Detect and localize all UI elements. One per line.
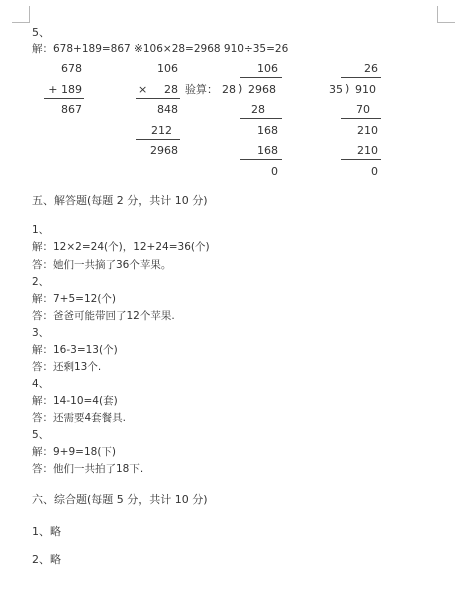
division1-final-remainder: 0 bbox=[271, 165, 278, 178]
crop-mark-right-vertical bbox=[437, 6, 438, 22]
addition-rule bbox=[44, 98, 84, 99]
multiplication-partial-1: 848 bbox=[157, 103, 178, 116]
section5-item5-answer: 答：他们一共拍了18下. bbox=[32, 463, 144, 475]
division2-divisor: 35 bbox=[329, 83, 343, 96]
division2-subtract-2: 210 bbox=[357, 144, 378, 157]
multiplication-operand-a: 106 bbox=[157, 62, 178, 75]
section5-item4-answer: 答：还需要4套餐具. bbox=[32, 412, 127, 424]
section5-title: 五、解答题(每题 2 分，共计 10 分) bbox=[32, 194, 208, 207]
section5-item4-solution: 解：14-10=4(套) bbox=[32, 395, 118, 407]
section5-item3-answer: 答：还剩13个. bbox=[32, 361, 102, 373]
addition-sum: 867 bbox=[61, 103, 82, 116]
division2-rule-2 bbox=[341, 159, 381, 160]
division1-rule-1 bbox=[240, 118, 282, 119]
division2-remainder-1: 210 bbox=[357, 124, 378, 137]
section5-item2-answer: 答：爸爸可能带回了12个苹果. bbox=[32, 310, 175, 322]
addition-operand-a: 678 bbox=[61, 62, 82, 75]
multiplication-rule-1 bbox=[136, 98, 180, 99]
division1-bracket: ) bbox=[238, 82, 243, 95]
division1-dividend: 2968 bbox=[248, 83, 276, 96]
multiplication-result: 2968 bbox=[150, 144, 178, 157]
division1-rule-2 bbox=[240, 159, 282, 160]
division1-top-rule bbox=[240, 77, 282, 78]
section5-item5-solution: 解：9+9=18(下) bbox=[32, 446, 117, 458]
division1-remainder-1: 168 bbox=[257, 124, 278, 137]
section6-item1: 1、略 bbox=[32, 525, 61, 538]
crop-mark-right-horizontal bbox=[437, 22, 455, 23]
section5-item3-number: 3、 bbox=[32, 327, 50, 339]
section6-title: 六、综合题(每题 5 分，共计 10 分) bbox=[32, 493, 208, 506]
division1-subtract-1: 28 bbox=[251, 103, 265, 116]
section5-item2-number: 2、 bbox=[32, 276, 50, 288]
crop-mark-left-horizontal bbox=[12, 22, 30, 23]
section5-item3-solution: 解：16-3=13(个) bbox=[32, 344, 118, 356]
section5-item2-solution: 解：7+5=12(个) bbox=[32, 293, 117, 305]
section6-item2: 2、略 bbox=[32, 553, 61, 566]
part5-number: 5、 bbox=[32, 26, 50, 39]
division2-quotient: 26 bbox=[364, 62, 378, 75]
division2-subtract-1: 70 bbox=[356, 103, 370, 116]
check-label: 验算： bbox=[185, 83, 218, 96]
section5-item1-number: 1、 bbox=[32, 224, 50, 236]
division1-quotient: 106 bbox=[257, 62, 278, 75]
part5-solution: 解：678+189=867 ※106×28=2968 910÷35=26 bbox=[32, 43, 289, 55]
multiplication-partial-2: 212 bbox=[151, 124, 172, 137]
crop-mark-left-vertical bbox=[29, 6, 30, 22]
multiplication-operator: × bbox=[138, 83, 148, 96]
division1-divisor: 28 bbox=[222, 83, 236, 96]
addition-operand-b: + 189 bbox=[48, 83, 82, 96]
division2-top-rule bbox=[341, 77, 381, 78]
section5-item1-solution: 解：12×2=24(个)，12+24=36(个) bbox=[32, 241, 210, 253]
division2-dividend: 910 bbox=[355, 83, 376, 96]
multiplication-rule-2 bbox=[136, 139, 180, 140]
division2-final-remainder: 0 bbox=[371, 165, 378, 178]
section5-item1-answer: 答：她们一共摘了36个苹果。 bbox=[32, 259, 172, 271]
section5-item5-number: 5、 bbox=[32, 429, 50, 441]
division1-subtract-2: 168 bbox=[257, 144, 278, 157]
division2-rule-1 bbox=[341, 118, 381, 119]
section5-item4-number: 4、 bbox=[32, 378, 50, 390]
multiplication-operand-b: 28 bbox=[164, 83, 178, 96]
division2-bracket: ) bbox=[345, 82, 350, 95]
